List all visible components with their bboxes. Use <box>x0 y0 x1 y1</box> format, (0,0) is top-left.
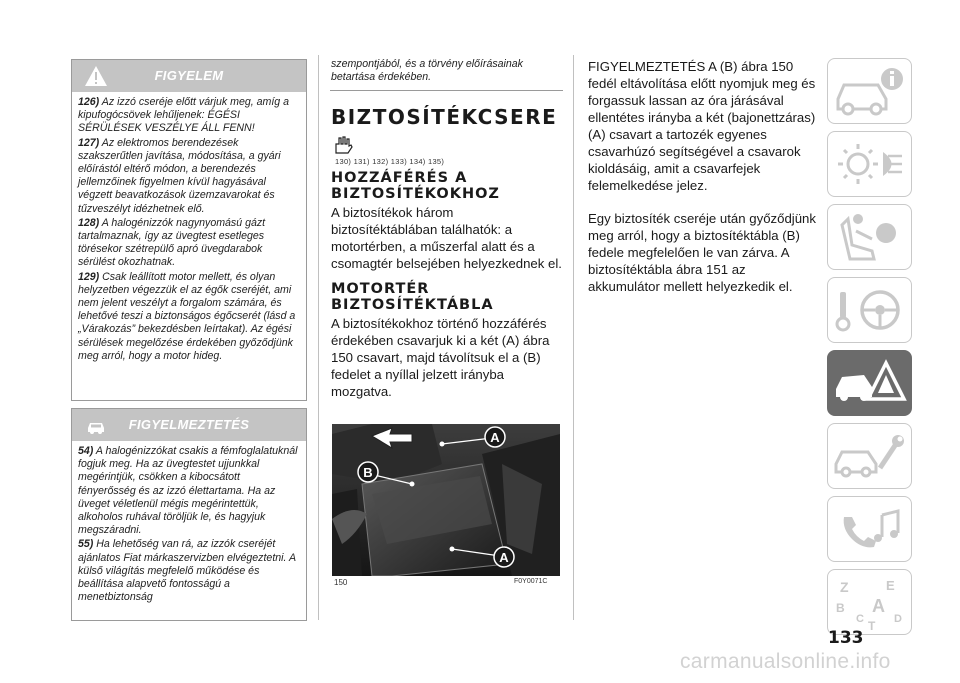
warning-box-body <box>72 92 306 370</box>
alphabet-index-icon <box>828 570 911 634</box>
warning-box <box>71 59 307 401</box>
svg-text:T: T <box>868 619 876 633</box>
multimedia-tab[interactable] <box>827 496 912 562</box>
safety-tab[interactable] <box>827 204 912 270</box>
maintenance-tab[interactable] <box>827 423 912 489</box>
warning-box-header <box>72 60 306 92</box>
notice-box-body <box>72 441 306 611</box>
svg-text:C: C <box>856 613 864 625</box>
section2-text: A biztosítékokhoz történő hozzáférés érdekében csavarjuk ki a két (A) ábra 150 csavart, majd távolítsuk el a (B) fedelet a nyíllal jelzett irányba mozgatva. <box>331 316 550 400</box>
car-info-tab[interactable] <box>827 58 912 124</box>
column-divider <box>573 55 574 620</box>
svg-text:Z: Z <box>840 579 849 595</box>
figure-label-b <box>358 462 378 482</box>
refs-text: 130) 131) 132) 133) 134) 135) <box>335 157 445 167</box>
index-tab[interactable] <box>827 569 912 635</box>
main-heading: BIZTOSÍTÉKCSERE <box>331 105 558 130</box>
sun-lights-icon <box>828 132 911 196</box>
notice-box <box>71 408 307 621</box>
notice-item: 55) Ha lehetőség van rá, az izzók cseréjét ajánlatos Fiat márkaszervizben elvégeztetni. A külső világítás megfelelő működése és beállítása alapvető fontosságú a menetbiztonság <box>78 538 296 604</box>
page-number: 133 <box>828 628 864 648</box>
figure-number: 150 <box>334 578 348 587</box>
figure-label-a-bottom <box>494 547 514 567</box>
column3-para2: Egy biztosíték cseréje után győződjünk meg arról, hogy a biztosítéktábla (B) fedele megfelelően le van zárva. A biztosítéktábla ábra 151 az akkumulátor mellett helyezkedik el. <box>588 211 816 294</box>
column-3 <box>588 58 816 295</box>
column3-para1: FIGYELMEZTETÉS A (B) ábra 150 fedél eltávolítása előtt nyomjuk meg és forgassuk lassan az óra járásával ellentétes irányba a két (bajonettzáras) (A) csavart a tartozék egyenes csavarhúzó segítségével a csavarok kioldásáig, amit a csavarfejek felemelkedése jelez. <box>588 59 816 193</box>
fusebox-illustration <box>332 424 560 576</box>
notice-box-header <box>72 409 306 441</box>
emergency-tab[interactable] <box>827 350 912 416</box>
warning-item: 129) Csak leállított motor mellett, és olyan helyzetben végezzük el az égők cseréjét, ami nem jelent veszélyt a forgalom számára, és lehetővé teszi a biztonságos égőcserét (lásd a „Várakozás” bekezdésben leírtakat). Az égési sérülések megelőzése érdekében győződjünk meg arról, hogy a motor hideg. <box>78 270 296 362</box>
warning-item: 126) Az izzó cseréje előtt várjuk meg, amíg a kipufogócsövek lehűljenek: ÉGÉSI SÉRÜLÉSEK VESZÉLYE ÁLL FENN! <box>78 96 289 135</box>
svg-text:A: A <box>872 596 885 616</box>
warning-item: 127) Az elektromos berendezések szakszerűtlen javítása, módosítása, a gyári előírástól eltérő módon, a berendezés jellemzőinek figyelmen kívül hagyásával végzett beavatkozások üzemzavarokat és tűzveszélyt idézhetnek elő. <box>78 136 281 215</box>
car-warning-triangle-icon <box>828 351 911 415</box>
column-2 <box>331 58 563 400</box>
car-info-icon <box>828 59 911 123</box>
notice-item: 54) A halogénizzókat csakis a fémfoglalatuknál fogjuk meg. Ha az üvegtestet ujjunkkal megérintjük, csökken a kibocsátott fényerősség és az izzó élettartama. Ha az üveget véletlenül mégis megérintettük, alkoholos ruhával töröljük le, és hagyjuk megszáradni. <box>78 445 298 537</box>
svg-text:E: E <box>886 578 895 593</box>
section2-heading: MOTORTÉR BIZTOSÍTÉKTÁBLA <box>331 281 494 314</box>
section1-text: A biztosítékok három biztosítéktáblában találhatók: a motortérben, a műszerfal alatt és a csomagtér belsejében helyezkednek el. <box>331 205 562 272</box>
section1-heading: HOZZÁFÉRÉS A BIZTOSÍTÉKOKHOZ <box>331 170 500 203</box>
refs-line <box>331 135 563 167</box>
phone-music-icon <box>828 497 911 561</box>
car-wrench-icon <box>828 424 911 488</box>
warning-box-title: FIGYELEM <box>154 68 224 83</box>
notice-box-title: FIGYELMEZTETÉS <box>128 417 250 432</box>
column-divider <box>318 55 319 620</box>
driving-tab[interactable] <box>827 277 912 343</box>
svg-text:B: B <box>836 601 845 615</box>
footer-watermark[interactable]: carmanualsonline.info <box>680 650 891 673</box>
engine-fusebox-photo <box>332 424 560 576</box>
svg-text:D: D <box>894 613 902 625</box>
svg-text:B: B <box>363 465 373 480</box>
hand-refs-icon <box>333 135 355 155</box>
continuation-text: szempontjából, és a törvény előírásainak betartása érdekében. <box>330 58 563 91</box>
svg-text:A: A <box>499 550 509 565</box>
lights-tab[interactable] <box>827 131 912 197</box>
figure-label-a-top <box>485 427 505 447</box>
warning-item: 128) A halogénizzók nagynyomású gázt tartalmaznak, így az üvegtest esetleges törésekor szétrepülő apró üvegdarabok sérülést okozhatnak. <box>78 216 266 269</box>
figure-code: F0Y0071C <box>514 578 548 585</box>
airbag-seat-icon <box>828 205 911 269</box>
key-steering-wheel-icon <box>828 278 911 342</box>
svg-text:A: A <box>490 430 500 445</box>
